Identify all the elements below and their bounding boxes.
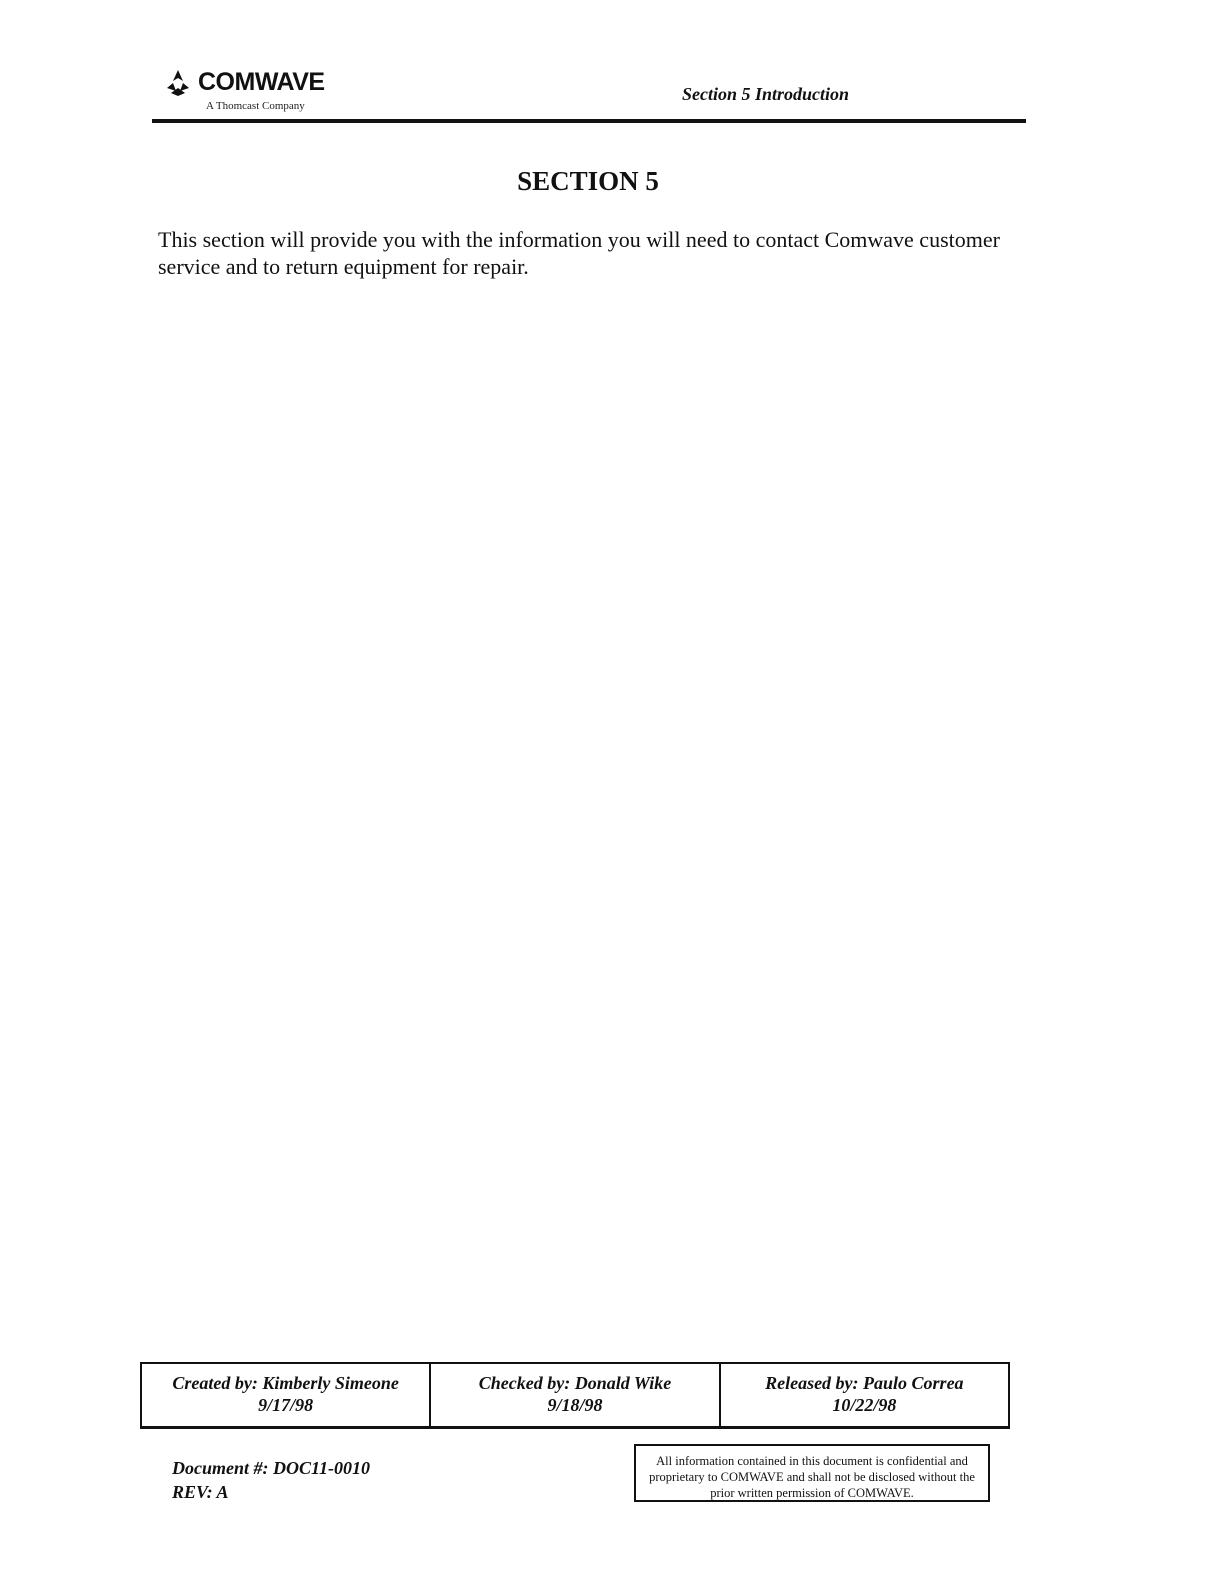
section-heading: SECTION 5 [517, 166, 659, 196]
comwave-logo-icon [164, 68, 192, 96]
document-number: Document #: DOC11-0010 [172, 1458, 370, 1478]
company-logo [164, 66, 364, 116]
logo-tagline: A Thomcast Company [206, 100, 305, 112]
released-date: 10/22/98 [832, 1395, 897, 1415]
released-by-label: Released by: Paulo Correa [765, 1373, 964, 1393]
header-divider [152, 119, 1026, 123]
page-header [152, 62, 1026, 124]
logo-name: COMWAVE [198, 68, 325, 96]
created-by-label: Created by: Kimberly Simeone [172, 1373, 399, 1393]
checked-by-label: Checked by: Donald Wike [478, 1373, 672, 1393]
body-paragraph: This section will provide you with the information you will need to contact Comwave customer service and to return equipment for repair. [158, 227, 1000, 279]
created-date: 9/17/98 [258, 1395, 314, 1415]
checked-date: 9/18/98 [547, 1395, 603, 1415]
revision-label: REV: A [172, 1482, 229, 1502]
confidential-notice: All information contained in this document is confidential and proprietary to COMWAVE and shall not be disclosed without the prior written permission of COMWAVE. [634, 1444, 990, 1502]
section-title: Section 5 Introduction [682, 84, 850, 104]
signoff-created [142, 1364, 431, 1426]
signoff-table [140, 1362, 1010, 1429]
signoff-checked [431, 1364, 720, 1426]
document-info [172, 1456, 370, 1504]
signoff-released [721, 1364, 1008, 1426]
